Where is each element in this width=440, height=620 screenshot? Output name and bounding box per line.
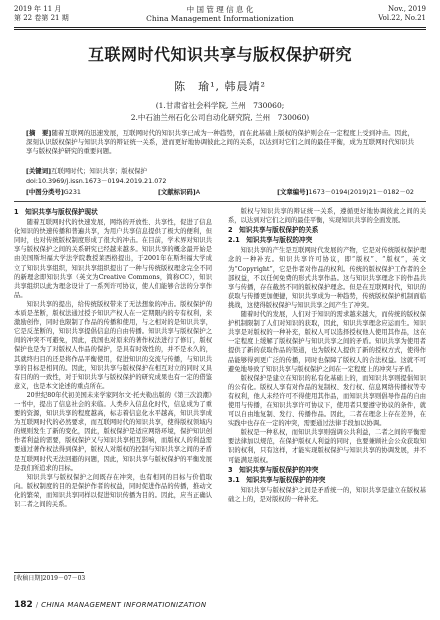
body-paragraph: 随着互联网时代的快速发展，网络的开放性、共享性，促进了信息化知识的快速传播和普遍共享，为用户共享信息提供了极大的便利，但同时，也对传统版权制度形成了很大的冲击。在目前，学术界对知识共享与版权保护之间的关系研究已经越来越多。知识共享的概念最开始是由美国斯坦福大学法学院教授莱西格提出，于2001年在斯坦福大学成立了知识共享组织，知识共享组织提出了一种与传统版权理念完全不同的新理念即知识共享（英文为Creative Commons，简称CC），知识共享组织以此为理念设计了一系列许可协议，使人们能够合法的分享作品。 <box>14 219 212 299</box>
abstract-label: [摘 要] <box>26 129 52 137</box>
section-heading: 1 知识共享与版权保护现状 <box>14 208 98 216</box>
received-date-footnote: [收稿日期]2019－07－03 <box>14 575 86 582</box>
section-heading: 2 知识共享与版权保护的关系 <box>228 226 319 235</box>
journal-name-header <box>14 5 426 23</box>
footer-journal-name: CHINA MANAGEMENT INFORMATIONIZATION <box>41 601 207 609</box>
body-paragraph: 知识共享的产生是互联网时代发展的产物，它是对传统版权保护理念的一种补充。知识共享许可协议，即“版权”、“版权”，英文为“Copyright”，它是作者对作品的权利。传统的版权保护工作者的全部权益，不以任何免费的形式共享作品。这与知识共享理念下的作品共享与传播，存在截然不同的版权保护理念。但是在互联网时代，知识的获取与传播更加便捷，知识共享成为一种趋势，传统版权保护机制面临挑战，这使得版权保护与知识共享之间产生了冲突。 <box>228 247 426 309</box>
doccode-value: A <box>195 188 201 196</box>
keywords-label: [关键词] <box>26 167 52 175</box>
doccode-label: [文献标识码] <box>157 188 196 196</box>
volume-issue-en: Vol.22, No.21 <box>378 14 426 22</box>
running-footer <box>14 601 206 610</box>
classification-line <box>26 188 414 196</box>
metadata-rule <box>14 201 426 202</box>
page-number: 182 <box>14 600 33 610</box>
body-paragraph: 版权保护是建立在知识的私有化基础上的，而知识共享则提倡知识的公有化。版权人享有对作品的复制权、发行权、信息网络传播权等专有权利，他人未经许可不得使用其作品，而知识共享则倡导作品的自由使用与传播，在知识共享许可协议下，使用者只要遵守协议的条件，就可以自由地复制、发行、传播作品。因此，二者在理念上存在差异，在实践中也存在一定的冲突，需要通过法律手段加以协调。 <box>228 374 426 428</box>
body-paragraph: 知识共享的提出，给传统版权带来了无法想象的冲击。版权保护的本质是垄断，版权法通过授予知识产权人在一定期限内的专有权利，来激励创作，同时也限制了作品的传播和使用，与之相对的是知识共享，它是反垄断的，知识共享提倡信息的自由传播。知识共享与版权保护之间的冲突不可避免，因此，我国也对原来的著作权法进行了修订，版权保护也是为了对版权人作品的保护，是具有时效性的，并不是永久的，其就终归目的还是将作品平衡使用，促进知识的交流与传播，与知识共享的目标是相同的。因此，知识共享与版权保护在相互对立的同时又具有目的的一致性，对于知识共享与版权保护的研究成果也有一定的借鉴意义，也是本文论述的重点所在。 <box>14 300 212 390</box>
issue-date-right <box>378 5 426 23</box>
body-paragraph: 知识共享与版权保护之间是矛盾统一的，知识共享是建立在版权基础之上的，是对版权的一种补充。 <box>228 486 426 503</box>
body-column-left <box>14 207 212 509</box>
body-paragraph: 20世纪80年代初美国未来学家阿尔文·托夫勒出版的《第三次浪潮》一书中，提出了信息社会的来临。人类步入信息化时代，信息成为了重要的资源，知识共享的程度越高，标志着信息化水平越高，知识共享成为互联网时代的必然要求，而互联网时代的知识共享，使得版权领域内的规则发生了新的变化，因此，版权保护是适应网络环境，保护知识创作者利益的需要，版权保护又与知识共享相互影响，而版权人的利益需要通过著作权法得到保护，版权人对版权的控制与知识共享之间的矛盾是互联网时代无法回避的问题，因此，知识共享与版权保护的平衡发展是我们所追求的目标。 <box>14 391 212 472</box>
body-paragraph: 版权与知识共享的辩证统一关系，遵循更好地协调彼此之间的关系，以达到对它们之间的最佳平衡，实现知识共享的全面发展。 <box>228 208 426 225</box>
issue-date-en: Nov., 2019 <box>388 5 426 13</box>
article-number <box>277 188 414 196</box>
body-paragraph: 随着时代的发展，人们对于知识的需求越来越大，而传统的版权保护机制限制了人们对知识的获取，因此，知识共享理念应运而生。知识共享是对版权的一种补充，版权人可以选择授权他人使用其作品，这在一定程度上缓解了版权保护与知识共享之间的矛盾。知识共享为使用者提供了新的获取作品的渠道，也为版权人提供了新的授权方式，使得作品能够得到更广泛的传播，同时也保障了版权人的合法权益。这就不可避免地导致了知识共享与版权保护之间在一定程度上的冲突与矛盾。 <box>228 311 426 373</box>
body-column-right <box>228 207 426 504</box>
article-title: 互联网时代知识共享与版权保护研究 <box>87 45 352 64</box>
section-heading: 2.1 知识共享与版权的冲突 <box>228 236 313 245</box>
clc-code <box>26 188 81 196</box>
running-header <box>14 5 426 29</box>
affiliation-2: 2.中石油兰州石化公司自动化研究院, 兰州 730060) <box>130 113 310 122</box>
article-authors: 陈 瑜¹, 韩晨靖² <box>174 80 266 93</box>
abstract <box>26 129 414 157</box>
body-paragraph: 知识共享与版权保护之间既存在冲突，也有相同的目标与价值取向。版权制度的目的是保护作者的权益，同时促进作品的传播，推动文化的繁荣，而知识共享同样以促进知识传播为目的。因此，应当正确认识二者之间的关系。 <box>14 473 212 508</box>
footer-separator: / <box>35 601 39 609</box>
clc-value: G231 <box>63 188 81 196</box>
affiliation-1: (1.甘肃省社会科学院, 兰州 730060; <box>155 101 285 110</box>
header-rule-thin <box>14 29 426 30</box>
volume-issue-cn: 第 22 卷第 21 期 <box>14 14 69 22</box>
document-code <box>158 188 200 196</box>
keywords <box>26 167 414 175</box>
articleno-value: 1673－0194(2019)21－0182－02 <box>308 188 414 196</box>
keywords-text: 互联网时代；知识共享；版权保护 <box>51 167 147 175</box>
articleno-label: [文章编号] <box>277 188 309 196</box>
clc-label: [中图分类号] <box>26 188 64 196</box>
header-rule <box>14 27 426 28</box>
section-heading: 3 知识共享与版权保护的冲突 <box>228 465 319 474</box>
journal-name-cn: 中 国 管 理 信 息 化 <box>186 5 254 14</box>
section-heading: 3.1 知识共享与版权保护的冲突 <box>228 475 326 484</box>
journal-name-en: China Management Informationization <box>146 14 294 23</box>
footnote-rule <box>14 572 84 573</box>
body-paragraph: 版权是一种私权，而知识共享则强调公共利益，二者之间的平衡需要法律加以规范，在保护版权人利益的同时，也要兼顾社会公众获取知识的权利，只有这样，才能实现版权保护与知识共享的协调发展，并不可能满足版权。 <box>228 429 426 464</box>
issue-date: 2019 年 11 月 <box>14 5 62 13</box>
abstract-text: 随着互联网的迅速发展，互联网时代的知识共享已成为一种趋势，而在此基础上版权的保护则会在一定程度上受到冲击。因此，深刻认识版权保护与知识共享的辩证统一关系，进而更好地协调彼此之间的关系，以达到对它们之间的最佳平衡，成为互联网时代知识共享与版权保护研究的重要问题。 <box>26 129 415 156</box>
doi: doi:10.3969/j.issn.1673－0194.2019.21.072 <box>26 177 167 185</box>
